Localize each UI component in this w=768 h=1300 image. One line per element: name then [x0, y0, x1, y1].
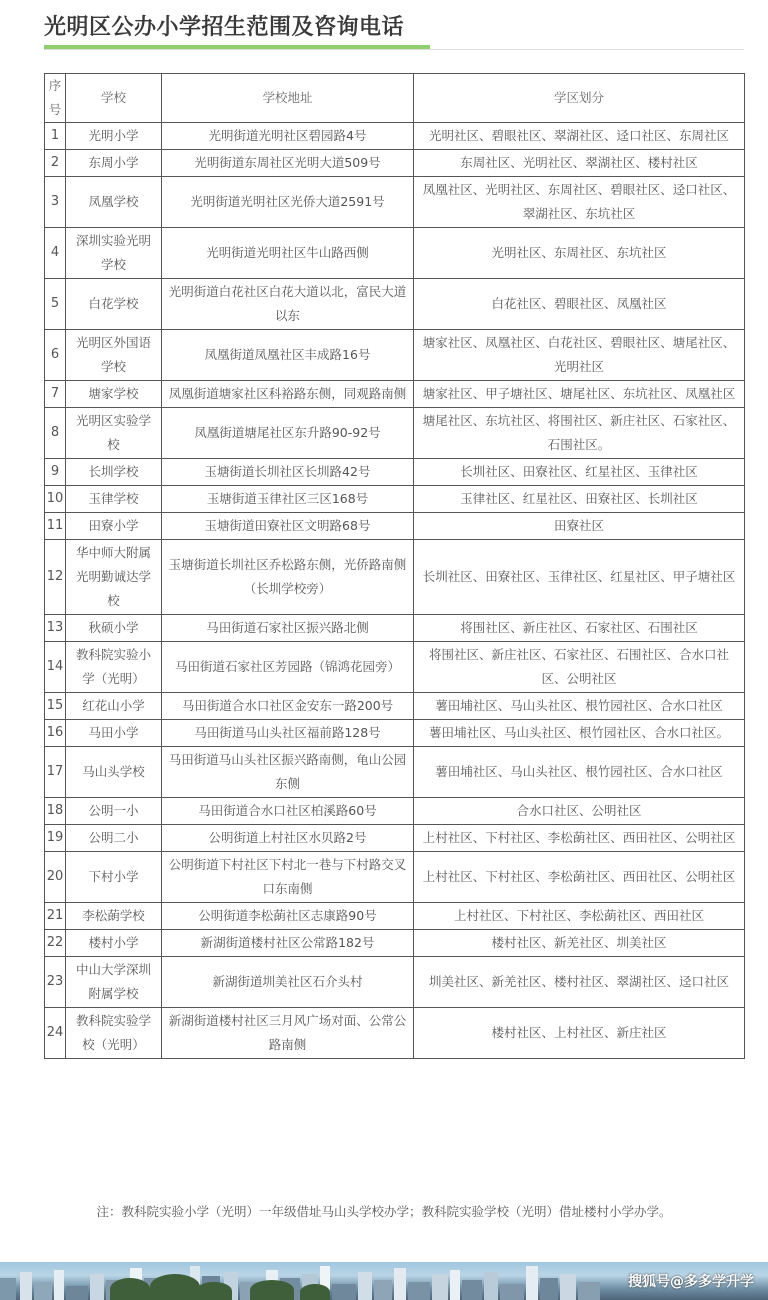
- skyline-tree: [150, 1274, 200, 1300]
- cell-address: 光明街道白花社区白花大道以北，富民大道以东: [162, 279, 414, 330]
- table-row: [45, 408, 745, 459]
- cell-no: 12: [45, 540, 66, 615]
- skyline-tree: [110, 1278, 150, 1300]
- cell-school: 秋硕小学: [66, 615, 162, 642]
- cell-school: 深圳实验光明学校: [66, 228, 162, 279]
- header-district: 学区划分: [414, 74, 745, 123]
- cell-district: 田寮社区: [414, 513, 745, 540]
- cell-address: 玉塘街道长圳社区乔松路东侧，光侨路南侧（长圳学校旁）: [162, 540, 414, 615]
- cell-no: 11: [45, 513, 66, 540]
- cell-address: 凤凰街道塘尾社区东升路90-92号: [162, 408, 414, 459]
- table-row: [45, 459, 745, 486]
- cell-no: 4: [45, 228, 66, 279]
- cell-school: 红花山小学: [66, 693, 162, 720]
- skyline-building: [560, 1274, 576, 1300]
- skyline-building: [394, 1268, 406, 1300]
- table-row: [45, 1008, 745, 1059]
- cell-school: 公明二小: [66, 825, 162, 852]
- cell-district: 长圳社区、田寮社区、红星社区、玉律社区: [414, 459, 745, 486]
- cell-address: 马田街道马山头社区福前路128号: [162, 720, 414, 747]
- cell-address: 公明街道上村社区水贝路2号: [162, 825, 414, 852]
- cell-address: 光明街道光明社区碧园路4号: [162, 123, 414, 150]
- cell-no: 17: [45, 747, 66, 798]
- cell-no: 7: [45, 381, 66, 408]
- cell-district: 白花社区、碧眼社区、凤凰社区: [414, 279, 745, 330]
- table-row: [45, 957, 745, 1008]
- table-row: [45, 513, 745, 540]
- school-table: [44, 73, 745, 1059]
- cell-school: 下村小学: [66, 852, 162, 903]
- table-row: [45, 381, 745, 408]
- cell-no: 6: [45, 330, 66, 381]
- cell-district: 楼村社区、上村社区、新庄社区: [414, 1008, 745, 1059]
- skyline-building: [358, 1272, 372, 1300]
- footnote: 注：教科院实验小学（光明）一年级借址马山头学校办学；教科院实验学校（光明）借址楼村小学办学。: [96, 1204, 672, 1219]
- cell-no: 16: [45, 720, 66, 747]
- skyline-tree: [196, 1282, 232, 1300]
- cell-district: 合水口社区、公明社区: [414, 798, 745, 825]
- skyline-building: [540, 1278, 558, 1300]
- table-row: [45, 150, 745, 177]
- cell-school: 中山大学深圳附属学校: [66, 957, 162, 1008]
- cell-school: 光明区实验学校: [66, 408, 162, 459]
- skyline-building: [484, 1272, 498, 1300]
- cell-no: 24: [45, 1008, 66, 1059]
- cell-address: 光明街道东周社区光明大道509号: [162, 150, 414, 177]
- table-row: [45, 123, 745, 150]
- cell-address: 马田街道马山头社区振兴路南侧，龟山公园东侧: [162, 747, 414, 798]
- table-row: [45, 903, 745, 930]
- cell-school: 马田小学: [66, 720, 162, 747]
- cell-district: 塘家社区、凤凰社区、白花社区、碧眼社区、塘尾社区、光明社区: [414, 330, 745, 381]
- cell-school: 光明区外国语学校: [66, 330, 162, 381]
- header-no: 序号: [45, 74, 66, 123]
- cell-address: 玉塘街道长圳社区长圳路42号: [162, 459, 414, 486]
- cell-district: 上村社区、下村社区、李松蓢社区、西田社区、公明社区: [414, 852, 745, 903]
- cell-no: 21: [45, 903, 66, 930]
- skyline-building: [332, 1284, 356, 1300]
- table-row: [45, 852, 745, 903]
- skyline-building: [500, 1284, 524, 1300]
- cell-district: 玉律社区、红星社区、田寮社区、长圳社区: [414, 486, 745, 513]
- cell-school: 玉律学校: [66, 486, 162, 513]
- skyline-tree: [250, 1280, 294, 1300]
- skyline-tree: [300, 1284, 330, 1300]
- cell-address: 玉塘街道玉律社区三区168号: [162, 486, 414, 513]
- table-row: [45, 540, 745, 615]
- cell-school: 华中师大附属光明勤诚达学校: [66, 540, 162, 615]
- table-row: [45, 486, 745, 513]
- cell-address: 公明街道下村社区下村北一巷与下村路交叉口东南侧: [162, 852, 414, 903]
- skyline-building: [432, 1274, 448, 1300]
- cell-no: 22: [45, 930, 66, 957]
- cell-school: 教科院实验学校（光明）: [66, 1008, 162, 1059]
- cell-no: 5: [45, 279, 66, 330]
- table-row: [45, 930, 745, 957]
- cell-no: 2: [45, 150, 66, 177]
- skyline-building: [408, 1282, 430, 1300]
- table-header-row: [45, 74, 745, 123]
- cell-district: 上村社区、下村社区、李松蓢社区、西田社区: [414, 903, 745, 930]
- cell-district: 将围社区、新庄社区、石家社区、石围社区: [414, 615, 745, 642]
- cell-district: 塘家社区、甲子塘社区、塘尾社区、东坑社区、凤凰社区: [414, 381, 745, 408]
- cell-district: 楼村社区、新羌社区、圳美社区: [414, 930, 745, 957]
- cell-school: 塘家学校: [66, 381, 162, 408]
- skyline-building: [462, 1280, 482, 1300]
- cell-school: 东周小学: [66, 150, 162, 177]
- cell-no: 13: [45, 615, 66, 642]
- skyline-building: [20, 1272, 32, 1300]
- table-row: [45, 228, 745, 279]
- cell-address: 新湖街道楼村社区三月风广场对面、公常公路南侧: [162, 1008, 414, 1059]
- cell-district: 光明社区、碧眼社区、翠湖社区、迳口社区、东周社区: [414, 123, 745, 150]
- header-address: 学校地址: [162, 74, 414, 123]
- cell-no: 14: [45, 642, 66, 693]
- header-divider: [44, 49, 744, 50]
- cell-no: 8: [45, 408, 66, 459]
- cell-address: 马田街道合水口社区柏溪路60号: [162, 798, 414, 825]
- skyline-building: [34, 1282, 52, 1300]
- cell-district: 薯田埔社区、马山头社区、根竹园社区、合水口社区: [414, 693, 745, 720]
- cell-address: 玉塘街道田寮社区文明路68号: [162, 513, 414, 540]
- table-row: [45, 720, 745, 747]
- cell-no: 3: [45, 177, 66, 228]
- cell-school: 教科院实验小学（光明）: [66, 642, 162, 693]
- skyline-building: [374, 1280, 392, 1300]
- table-row: [45, 693, 745, 720]
- cell-district: 长圳社区、田寮社区、玉律社区、红星社区、甲子塘社区: [414, 540, 745, 615]
- skyline-building: [66, 1286, 88, 1300]
- cell-district: 将围社区、新庄社区、石家社区、石围社区、合水口社区、公明社区: [414, 642, 745, 693]
- table-body: [45, 123, 745, 1059]
- cell-address: 凤凰街道塘家社区科裕路东侧，同观路南侧: [162, 381, 414, 408]
- cell-no: 19: [45, 825, 66, 852]
- cell-school: 白花学校: [66, 279, 162, 330]
- cell-address: 新湖街道楼村社区公常路182号: [162, 930, 414, 957]
- table-row: [45, 747, 745, 798]
- cell-no: 23: [45, 957, 66, 1008]
- table-row: [45, 177, 745, 228]
- cell-district: 凤凰社区、光明社区、东周社区、碧眼社区、迳口社区、翠湖社区、东坑社区: [414, 177, 745, 228]
- skyline-building: [54, 1270, 64, 1300]
- cell-no: 9: [45, 459, 66, 486]
- table-row: [45, 798, 745, 825]
- cell-school: 楼村小学: [66, 930, 162, 957]
- cell-school: 田寮小学: [66, 513, 162, 540]
- page-header: [0, 0, 768, 60]
- cell-no: 10: [45, 486, 66, 513]
- cell-address: 公明街道李松蓢社区志康路90号: [162, 903, 414, 930]
- skyline-building: [578, 1282, 600, 1300]
- skyline-building: [526, 1266, 538, 1300]
- cell-district: 光明社区、东周社区、东坑社区: [414, 228, 745, 279]
- cell-address: 马田街道合水口社区金安东一路200号: [162, 693, 414, 720]
- skyline-building: [0, 1278, 16, 1300]
- skyline-building: [450, 1270, 460, 1300]
- cell-district: 薯田埔社区、马山头社区、根竹园社区、合水口社区: [414, 747, 745, 798]
- cell-district: 上村社区、下村社区、李松蓢社区、西田社区、公明社区: [414, 825, 745, 852]
- cell-school: 马山头学校: [66, 747, 162, 798]
- table-row: [45, 825, 745, 852]
- cell-address: 光明街道光明社区光侨大道2591号: [162, 177, 414, 228]
- cell-no: 1: [45, 123, 66, 150]
- cell-district: 薯田埔社区、马山头社区、根竹园社区、合水口社区。: [414, 720, 745, 747]
- cell-school: 凤凰学校: [66, 177, 162, 228]
- cell-address: 马田街道石家社区芳园路（锦鸿花园旁）: [162, 642, 414, 693]
- table-row: [45, 615, 745, 642]
- cell-address: 凤凰街道凤凰社区丰成路16号: [162, 330, 414, 381]
- cell-no: 18: [45, 798, 66, 825]
- cell-district: 塘尾社区、东坑社区、将围社区、新庄社区、石家社区、石围社区。: [414, 408, 745, 459]
- table-row: [45, 642, 745, 693]
- cell-school: 公明一小: [66, 798, 162, 825]
- table-row: [45, 279, 745, 330]
- watermark: 搜狐号@多多学升学: [628, 1274, 754, 1290]
- cell-no: 20: [45, 852, 66, 903]
- cell-district: 东周社区、光明社区、翠湖社区、楼村社区: [414, 150, 745, 177]
- cell-no: 15: [45, 693, 66, 720]
- cell-school: 李松蓢学校: [66, 903, 162, 930]
- cell-school: 光明小学: [66, 123, 162, 150]
- skyline-building: [90, 1274, 104, 1300]
- table-row: [45, 330, 745, 381]
- cell-district: 圳美社区、新羌社区、楼村社区、翠湖社区、迳口社区: [414, 957, 745, 1008]
- cell-address: 新湖街道圳美社区石介头村: [162, 957, 414, 1008]
- cell-address: 马田街道石家社区振兴路北侧: [162, 615, 414, 642]
- cell-address: 光明街道光明社区牛山路西侧: [162, 228, 414, 279]
- header-school: 学校: [66, 74, 162, 123]
- cell-school: 长圳学校: [66, 459, 162, 486]
- page-title: 光明区公办小学招生范围及咨询电话: [44, 15, 405, 40]
